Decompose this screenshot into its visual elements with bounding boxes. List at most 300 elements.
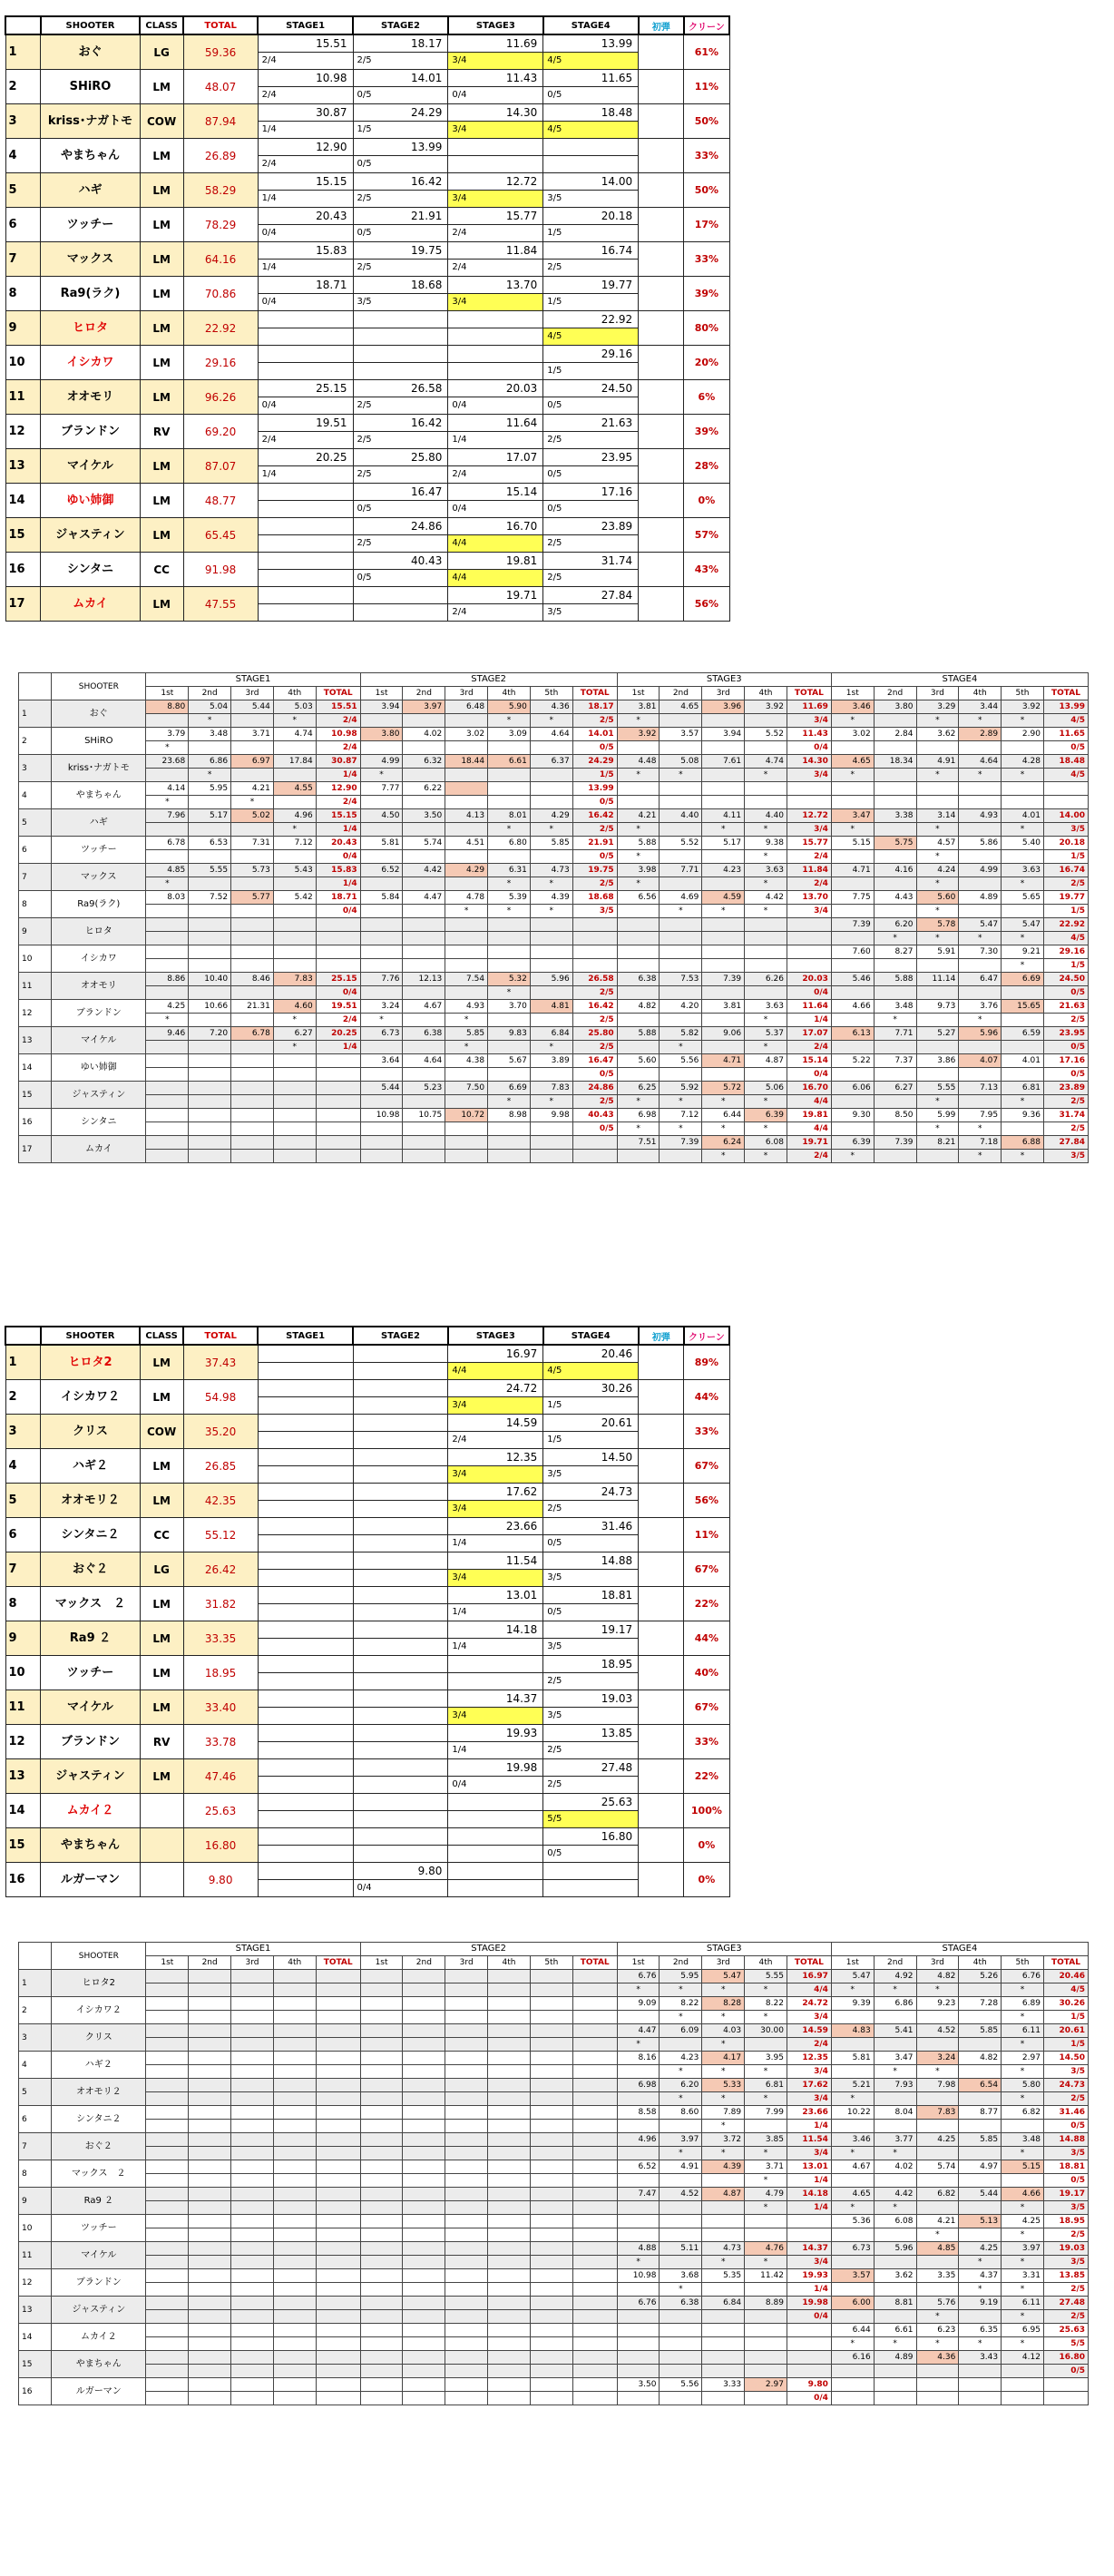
stage-total: 31.46 (1043, 2106, 1088, 2120)
row-number: 8 (19, 891, 52, 918)
stage-time (258, 346, 353, 363)
shot-time: 3.24 (916, 2052, 959, 2065)
hit-mark (1002, 2392, 1044, 2405)
shot-time (189, 2215, 231, 2228)
shot-time: 3.24 (360, 1000, 403, 1014)
stage-time (353, 587, 448, 604)
table-row (5, 449, 729, 466)
shot-time (445, 945, 488, 959)
stage-total: 18.48 (1043, 755, 1088, 769)
hit-mark (702, 2392, 745, 2405)
total-time: 47.46 (183, 1759, 258, 1794)
hit-mark: * (745, 905, 787, 918)
stage-hits (353, 1708, 448, 1725)
stage-hits: 0/5 (572, 850, 617, 864)
hit-mark (445, 2038, 488, 2052)
stage-total (572, 2297, 617, 2310)
hit-mark: * (702, 1150, 745, 1163)
hit-mark: * (916, 769, 959, 782)
shooter-name: ブランドン (41, 415, 140, 449)
shot-time (445, 2188, 488, 2201)
hit-mark: * (959, 714, 1002, 728)
hit-mark (874, 959, 916, 973)
stage-hits: 3/5 (1043, 2065, 1088, 2079)
stage-total: 19.17 (1043, 2188, 1088, 2201)
hit-mark (445, 1122, 488, 1136)
shooter-name: ジャスティン (52, 1082, 146, 1109)
shot-time: 9.06 (702, 1027, 745, 1041)
hit-mark (273, 932, 316, 945)
stage-total: 14.00 (1043, 809, 1088, 823)
shot-time: 6.11 (1002, 2024, 1044, 2038)
hit-mark: * (831, 714, 874, 728)
shot-time: 5.80 (1002, 2079, 1044, 2092)
stage-hits: 1/4 (787, 2120, 831, 2133)
shot-time: 5.42 (273, 891, 316, 905)
shot-time (403, 2351, 445, 2365)
stage-hits: 0/4 (448, 397, 543, 415)
hit-mark (488, 1122, 531, 1136)
shot-time: 4.42 (403, 864, 445, 877)
stage-hits: 1/5 (1043, 959, 1088, 973)
hit-mark (745, 932, 787, 945)
shot-time: 4.57 (916, 837, 959, 850)
detail-row-marks (19, 714, 1089, 728)
shot-time: 9.83 (488, 1027, 531, 1041)
stage-hits (258, 604, 353, 622)
hit-mark (488, 2092, 531, 2106)
stage-hits: 4/5 (1043, 714, 1088, 728)
stage-hits: 0/4 (448, 1777, 543, 1794)
stage-time: 13.99 (353, 139, 448, 156)
shot-time: 23.68 (146, 755, 189, 769)
stage-hits (316, 1068, 360, 1082)
hit-mark (874, 905, 916, 918)
header-stage2: STAGE2 (353, 1327, 448, 1345)
shot-time: 4.81 (530, 1000, 572, 1014)
shot-time: 6.73 (360, 1027, 403, 1041)
stage-time: 27.84 (543, 587, 639, 604)
total-time: 26.85 (183, 1449, 258, 1484)
stage-total: 23.95 (1043, 1027, 1088, 1041)
hit-mark (146, 2256, 189, 2269)
stage-hits: 2/4 (448, 604, 543, 622)
hit-mark (530, 1122, 572, 1136)
shooter-name: ヒロタ2 (52, 1970, 146, 1997)
shot-time: 6.52 (360, 864, 403, 877)
shot-time: 5.27 (916, 1027, 959, 1041)
hit-mark (445, 986, 488, 1000)
shot-time: 4.64 (403, 1054, 445, 1068)
shot-time (273, 918, 316, 932)
shot-time: 6.24 (702, 1136, 745, 1150)
shot-time (445, 2160, 488, 2174)
hit-mark (959, 1095, 1002, 1109)
stage-total (316, 2188, 360, 2201)
stage-total: 18.71 (316, 891, 360, 905)
hit-mark (488, 2365, 531, 2378)
stage-total (1043, 782, 1088, 796)
stage-hits (572, 2256, 617, 2269)
shot-time: 6.09 (660, 2024, 702, 2038)
hit-mark (831, 986, 874, 1000)
stage-time: 15.83 (258, 242, 353, 260)
table-row (5, 1794, 729, 1811)
hit-mark (617, 1014, 660, 1027)
hit-mark (617, 2174, 660, 2188)
shot-time: 5.75 (874, 837, 916, 850)
shooter-class: CC (140, 553, 183, 587)
hit-mark (189, 877, 231, 891)
shot-time (360, 918, 403, 932)
stage-total (316, 2242, 360, 2256)
shot-time: 6.84 (702, 2297, 745, 2310)
shot-time: 4.23 (702, 864, 745, 877)
shot-time (488, 2160, 531, 2174)
stage-hits: 3/4 (448, 1708, 543, 1725)
shot-time (273, 2024, 316, 2038)
stage-time: 25.15 (258, 380, 353, 397)
hit-mark (488, 1041, 531, 1054)
stage-hits: 1/4 (316, 769, 360, 782)
shot-time (146, 2188, 189, 2201)
stage-time: 11.84 (448, 242, 543, 260)
stage-time: 12.90 (258, 139, 353, 156)
detail-row-marks (19, 1068, 1089, 1082)
stage-hits (258, 1846, 353, 1863)
stage-total (316, 2297, 360, 2310)
stage-hits: 0/5 (543, 1604, 639, 1621)
hit-mark (874, 741, 916, 755)
row-number: 16 (19, 1109, 52, 1136)
hit-mark (360, 2147, 403, 2160)
shot-time: 7.18 (959, 1136, 1002, 1150)
clean-rate: 39% (684, 415, 729, 449)
shot-time (488, 945, 531, 959)
hit-mark (1002, 1041, 1044, 1054)
stage-hits: 3/4 (787, 823, 831, 837)
stage-total: 19.81 (787, 1109, 831, 1122)
hit-mark (702, 986, 745, 1000)
stage-hits: 1/5 (1043, 2038, 1088, 2052)
hit-mark (273, 2038, 316, 2052)
stage-time: 19.71 (448, 587, 543, 604)
hit-mark (146, 2147, 189, 2160)
clean-rate: 22% (684, 1759, 729, 1794)
hit-mark (530, 2392, 572, 2405)
shot-time (617, 782, 660, 796)
hit-mark: * (1002, 2201, 1044, 2215)
shot-time: 5.03 (273, 700, 316, 714)
stage-hits: 0/4 (316, 850, 360, 864)
shot-time: 3.02 (831, 728, 874, 741)
shot-time (231, 2160, 274, 2174)
clean-rate: 57% (684, 518, 729, 553)
shot-time (231, 1109, 274, 1122)
clean-rate: 50% (684, 104, 729, 139)
detail-header-shooter: SHOOTER (52, 1943, 146, 1970)
row-number: 16 (5, 1863, 41, 1897)
stage-hits (353, 1777, 448, 1794)
hit-mark (146, 2310, 189, 2324)
shot-time: 6.44 (702, 1109, 745, 1122)
shot-time: 5.23 (403, 1082, 445, 1095)
row-number: 2 (19, 1997, 52, 2024)
hit-mark (231, 905, 274, 918)
hit-mark (660, 714, 702, 728)
total-time: 33.78 (183, 1725, 258, 1759)
clean-rate: 6% (684, 380, 729, 415)
hit-mark (916, 1014, 959, 1027)
stage-total: 14.01 (572, 728, 617, 741)
hit-mark (403, 2392, 445, 2405)
shot-time: 4.36 (530, 700, 572, 714)
hit-mark (916, 2365, 959, 2378)
shot-time: 7.89 (702, 2106, 745, 2120)
stage-total (316, 2106, 360, 2120)
stage-hits: 2/5 (543, 432, 639, 449)
stage-hits: 3/5 (1043, 2147, 1088, 2160)
hit-mark (189, 1014, 231, 1027)
hit-mark (831, 1068, 874, 1082)
stage-hits: 2/5 (543, 1777, 639, 1794)
stage-total-header: TOTAL (316, 1956, 360, 1970)
shot-time: 10.22 (831, 2106, 874, 2120)
table-row (5, 1656, 729, 1673)
shot-time: 5.55 (745, 1970, 787, 1983)
hit-mark (403, 2256, 445, 2269)
detail-row (19, 2079, 1089, 2092)
shot-time: 4.96 (617, 2133, 660, 2147)
shooter-name: オオモリ (41, 380, 140, 415)
stage-hits (258, 501, 353, 518)
hit-mark (273, 2147, 316, 2160)
hit-mark (831, 905, 874, 918)
hit-mark (874, 850, 916, 864)
stage-hits: 3/4 (787, 769, 831, 782)
shot-time (530, 2052, 572, 2065)
shot-time: 3.50 (617, 2378, 660, 2392)
stage-time: 13.70 (448, 277, 543, 294)
shooter-name: やまちゃん (41, 1828, 140, 1863)
shot-time: 4.25 (146, 1000, 189, 1014)
shot-time (231, 1970, 274, 1983)
stage-hits: 1/5 (543, 225, 639, 242)
stage-hits: 4/4 (448, 570, 543, 587)
stage-time (448, 1863, 543, 1880)
hit-mark (360, 2228, 403, 2242)
shot-time: 4.92 (874, 1970, 916, 1983)
hit-mark: * (146, 741, 189, 755)
stage-time: 18.68 (353, 277, 448, 294)
shot-time: 4.66 (1002, 2188, 1044, 2201)
stage-total: 16.97 (787, 1970, 831, 1983)
shot-time: 6.37 (530, 755, 572, 769)
hit-mark (660, 2174, 702, 2188)
hit-mark (874, 877, 916, 891)
stage-hits: 3/4 (448, 294, 543, 311)
hit-mark (273, 769, 316, 782)
stage-total: 15.51 (316, 700, 360, 714)
stage-total (316, 1082, 360, 1095)
table-row (5, 1621, 729, 1639)
stage-hits (572, 2147, 617, 2160)
stage-hits (316, 1150, 360, 1163)
hit-mark: * (745, 850, 787, 864)
hit-mark (273, 1122, 316, 1136)
stage-total (572, 2133, 617, 2147)
shot-time: 5.95 (660, 1970, 702, 1983)
hit-mark (617, 1068, 660, 1082)
detail-row (19, 2351, 1089, 2365)
hit-mark (617, 2310, 660, 2324)
shot-time (745, 945, 787, 959)
shot-time: 3.81 (702, 1000, 745, 1014)
shot-time: 4.67 (403, 1000, 445, 1014)
shot-time: 9.36 (1002, 1109, 1044, 1122)
stage-total: 17.62 (787, 2079, 831, 2092)
hit-mark (488, 2392, 531, 2405)
stage-hits (353, 1811, 448, 1828)
table-row (5, 242, 729, 260)
table-row (5, 1828, 729, 1846)
stage-total (316, 2160, 360, 2174)
stage-total: 11.84 (787, 864, 831, 877)
clean-rate: 33% (684, 1415, 729, 1449)
hit-mark (874, 2392, 916, 2405)
shooter-class: LM (140, 311, 183, 346)
hit-mark: * (1002, 1983, 1044, 1997)
shot-time: 3.48 (874, 1000, 916, 1014)
shooter-name: SHiRO (52, 728, 146, 755)
shot-time: 4.83 (831, 2024, 874, 2038)
stage-time: 24.29 (353, 104, 448, 122)
stage-hits (572, 2174, 617, 2188)
hit-mark: * (488, 986, 531, 1000)
stage-hits: 4/4 (448, 1363, 543, 1380)
hit-mark (445, 2120, 488, 2133)
hit-mark (231, 2256, 274, 2269)
shot-header: 3rd (445, 687, 488, 700)
detail-row (19, 700, 1089, 714)
hit-mark (1002, 986, 1044, 1000)
shot-time: 6.89 (1002, 1997, 1044, 2011)
stage-total (572, 2052, 617, 2065)
shot-time (745, 918, 787, 932)
hit-mark (146, 2337, 189, 2351)
hit-mark (617, 2092, 660, 2106)
first-shot-cell (639, 34, 684, 70)
stage-time: 11.69 (448, 34, 543, 53)
stage-hits (353, 1639, 448, 1656)
hit-mark (189, 2392, 231, 2405)
row-number: 5 (5, 1484, 41, 1518)
shooter-name: ブランドン (41, 1725, 140, 1759)
shot-time: 4.42 (874, 2188, 916, 2201)
stage-time (353, 1415, 448, 1432)
shot-header: 5th (1002, 687, 1044, 700)
shot-time: 6.38 (617, 973, 660, 986)
hit-mark (403, 959, 445, 973)
hit-mark (530, 932, 572, 945)
hit-mark (959, 959, 1002, 973)
hit-mark (231, 877, 274, 891)
detail-row (19, 2188, 1089, 2201)
detail-header-stage2: STAGE2 (360, 673, 617, 687)
hit-mark (360, 1068, 403, 1082)
shot-time (360, 2024, 403, 2038)
shot-time: 7.96 (146, 809, 189, 823)
header-clean: クリーン (684, 1327, 729, 1345)
shot-time: 6.52 (617, 2160, 660, 2174)
row-number: 12 (5, 1725, 41, 1759)
total-time: 48.77 (183, 484, 258, 518)
shot-time: 6.39 (831, 1136, 874, 1150)
hit-mark (916, 741, 959, 755)
stage-hits (353, 1846, 448, 1863)
stage-hits: 0/5 (543, 501, 639, 518)
hit-mark (959, 905, 1002, 918)
hit-mark (959, 796, 1002, 809)
stage-hits: 0/5 (572, 741, 617, 755)
stage-time: 18.17 (353, 34, 448, 53)
shot-time: 4.78 (445, 891, 488, 905)
shot-time (146, 1082, 189, 1095)
stage-hits (572, 2038, 617, 2052)
hit-mark (360, 2201, 403, 2215)
shot-time: 5.85 (959, 2024, 1002, 2038)
shot-time: 3.38 (874, 809, 916, 823)
shooter-class: LM (140, 70, 183, 104)
stage-time: 18.48 (543, 104, 639, 122)
hit-mark: * (702, 2011, 745, 2024)
shot-time: 7.83 (273, 973, 316, 986)
stage-hits: 3/4 (448, 1501, 543, 1518)
hit-mark (488, 2228, 531, 2242)
stage-hits: 1/5 (543, 363, 639, 380)
shot-time (146, 1997, 189, 2011)
total-time: 91.98 (183, 553, 258, 587)
hit-mark: * (617, 2256, 660, 2269)
stage-total (316, 2079, 360, 2092)
shot-time: 8.89 (745, 2297, 787, 2310)
hit-mark (488, 932, 531, 945)
shot-time: 4.48 (617, 755, 660, 769)
shot-time: 3.44 (959, 700, 1002, 714)
stage-hits (353, 363, 448, 380)
hit-mark (660, 2256, 702, 2269)
detail-row-marks (19, 1095, 1089, 1109)
stage-total: 18.81 (1043, 2160, 1088, 2174)
shot-time: 21.31 (231, 1000, 274, 1014)
stage-time: 24.86 (353, 518, 448, 535)
stage-time (258, 1484, 353, 1501)
shot-time (660, 945, 702, 959)
detail-row-marks (19, 959, 1089, 973)
shot-time: 7.76 (360, 973, 403, 986)
hit-mark (702, 2174, 745, 2188)
stage-time: 11.54 (448, 1552, 543, 1570)
shot-time (403, 2133, 445, 2147)
shot-time: 9.21 (1002, 945, 1044, 959)
shot-time (403, 2269, 445, 2283)
header-class: CLASS (140, 1327, 183, 1345)
shot-time (445, 918, 488, 932)
stage-total: 19.03 (1043, 2242, 1088, 2256)
first-shot-cell (639, 1828, 684, 1863)
hit-mark (189, 823, 231, 837)
hit-mark (445, 2392, 488, 2405)
